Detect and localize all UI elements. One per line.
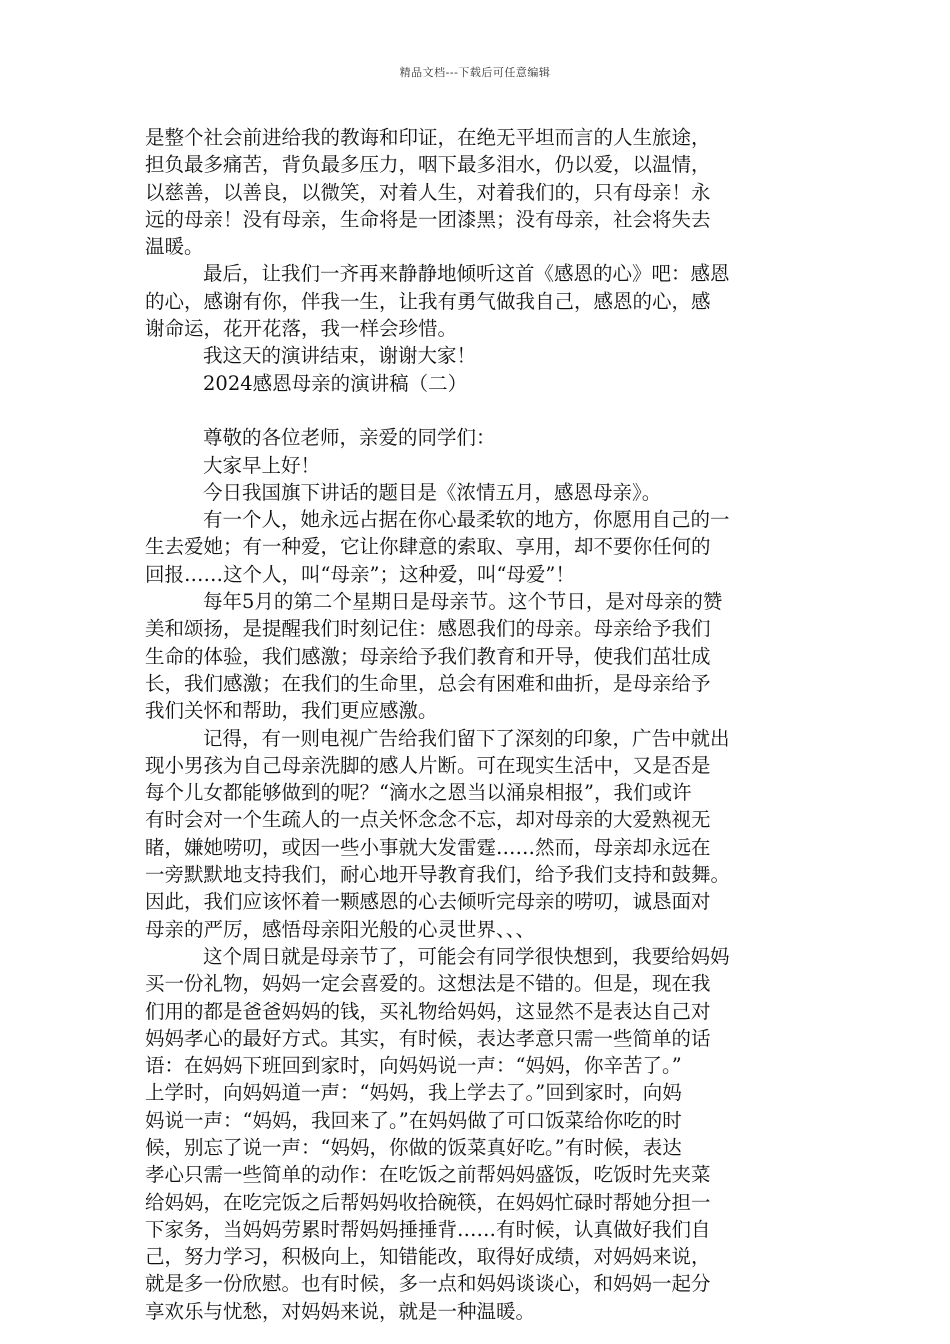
text-line: 温暖。	[145, 235, 204, 259]
text-line: 谢命运，花开花落，我一样会珍惜。	[145, 317, 458, 341]
paragraph	[145, 260, 825, 342]
document-body	[145, 124, 825, 1325]
text-line: 有时会对一个生疏人的一点关怀念念不忘，却对母亲的大爱熟视无	[145, 808, 711, 832]
paragraph	[145, 588, 825, 724]
text-line: 长，我们感激；在我们的生命里，总会有困难和曲折，是母亲给予	[145, 671, 711, 695]
text-line: 享欢乐与忧愁，对妈妈来说，就是一种温暖。	[145, 1299, 536, 1323]
text-line: 孝心只需一些简单的动作：在吃饭之前帮妈妈盛饭，吃饭时先夹菜	[145, 1163, 711, 1187]
page-header: 精品文档---下载后可任意编辑	[399, 66, 551, 79]
text-line: 回报……这个人，叫“母亲”；这种爱，叫“母爱”！	[145, 562, 575, 586]
text-line: 妈说一声：“妈妈，我回来了。”在妈妈做了可口饭菜给你吃的时	[145, 1108, 682, 1132]
text-line: 我这天的演讲结束，谢谢大家！	[203, 344, 477, 368]
paragraph	[145, 124, 825, 260]
text-line: 母亲的严厉，感悟母亲阳光般的心灵世界、、、	[145, 917, 536, 941]
text-line: 们用的都是爸爸妈妈的钱，买礼物给妈妈，这显然不是表达自己对	[145, 999, 711, 1023]
text-line: 每个儿女都能够做到的呢？“滴水之恩当以涌泉相报”，我们或许	[145, 781, 692, 805]
text-line: 生去爱她；有一种爱，它让你肆意的索取、享用，却不要你任何的	[145, 535, 711, 559]
text-line: 因此，我们应该怀着一颗感恩的心去倾听完母亲的唠叨，诚恳面对	[145, 890, 711, 914]
paragraph	[145, 424, 825, 451]
text-line: 我们关怀和帮助，我们更应感激。	[145, 699, 438, 723]
paragraph	[145, 725, 825, 943]
text-line: 记得，有一则电视广告给我们留下了深刻的印象，广告中就出	[203, 726, 730, 750]
text-line: 上学时，向妈妈道一声：“妈妈，我上学去了。”回到家时，向妈	[145, 1081, 682, 1105]
text-line: 的心，感谢有你，伴我一生，让我有勇气做我自己，感恩的心，感	[145, 289, 711, 313]
text-line: 远的母亲！没有母亲，生命将是一团漆黑；没有母亲，社会将失去	[145, 207, 711, 231]
text-line: 每年5月的第二个星期日是母亲节。这个节日，是对母亲的赞	[203, 590, 723, 614]
text-line: 这个周日就是母亲节了，可能会有同学很快想到，我要给妈妈	[203, 944, 730, 968]
paragraph	[145, 370, 825, 397]
text-line: 是整个社会前进给我的教诲和印证，在绝无平坦而言的人生旅途，	[145, 126, 711, 149]
text-line: 美和颂扬，是提醒我们时刻记住：感恩我们的母亲。母亲给予我们	[145, 617, 711, 641]
text-line: 担负最多痛苦，背负最多压力，咽下最多泪水，仍以爱，以温情，	[145, 153, 711, 177]
text-line: 现小男孩为自己母亲洗脚的感人片断。可在现实生活中，又是否是	[145, 753, 711, 777]
text-line: 大家早上好！	[203, 453, 321, 477]
text-line: 给妈妈，在吃完饭之后帮妈妈收拾碗筷，在妈妈忙碌时帮她分担一	[145, 1190, 711, 1214]
paragraph	[145, 479, 825, 506]
text-line: 以慈善，以善良，以微笑，对着人生，对着我们的，只有母亲！永	[145, 180, 711, 204]
blank-line	[145, 397, 825, 424]
text-line: 买一份礼物，妈妈一定会喜爱的。这想法是不错的。但是，现在我	[145, 972, 711, 996]
paragraph	[145, 943, 825, 1325]
text-line: 最后，让我们一齐再来静静地倾听这首《感恩的心》吧：感恩	[203, 262, 730, 286]
text-line: 就是多一份欣慰。也有时候，多一点和妈妈谈谈心，和妈妈一起分	[145, 1272, 711, 1296]
text-line: 己，努力学习，积极向上，知错能改，取得好成绩，对妈妈来说，	[145, 1245, 711, 1269]
text-line: 候，别忘了说一声：“妈妈，你做的饭菜真好吃。”有时候，表达	[145, 1135, 682, 1159]
text-line: 今日我国旗下讲话的题目是《浓情五月，感恩母亲》。	[203, 480, 662, 504]
text-line: 有一个人，她永远占据在你心最柔软的地方，你愿用自己的一	[203, 508, 730, 532]
text-line: 语：在妈妈下班回到家时，向妈妈说一声：“妈妈，你辛苦了。”	[145, 1054, 682, 1078]
paragraph	[145, 452, 825, 479]
text-line: 下家务，当妈妈劳累时帮妈妈捶捶背……有时候，认真做好我们自	[145, 1217, 711, 1241]
text-line: 2024感恩母亲的演讲稿（二）	[203, 371, 468, 395]
paragraph	[145, 506, 825, 588]
text-line: 妈妈孝心的最好方式。其实，有时候，表达孝意只需一些简单的话	[145, 1026, 711, 1050]
text-line: 生命的体验，我们感激；母亲给予我们教育和开导，使我们茁壮成	[145, 644, 711, 668]
text-line: 睹，嫌她唠叨，或因一些小事就大发雷霆……然而，母亲却永远在	[145, 835, 711, 859]
text-line: 尊敬的各位老师，亲爱的同学们：	[203, 426, 496, 450]
text-line: 一旁默默地支持我们，耐心地开导教育我们，给予我们支持和鼓舞。	[145, 863, 731, 887]
paragraph	[145, 342, 825, 369]
